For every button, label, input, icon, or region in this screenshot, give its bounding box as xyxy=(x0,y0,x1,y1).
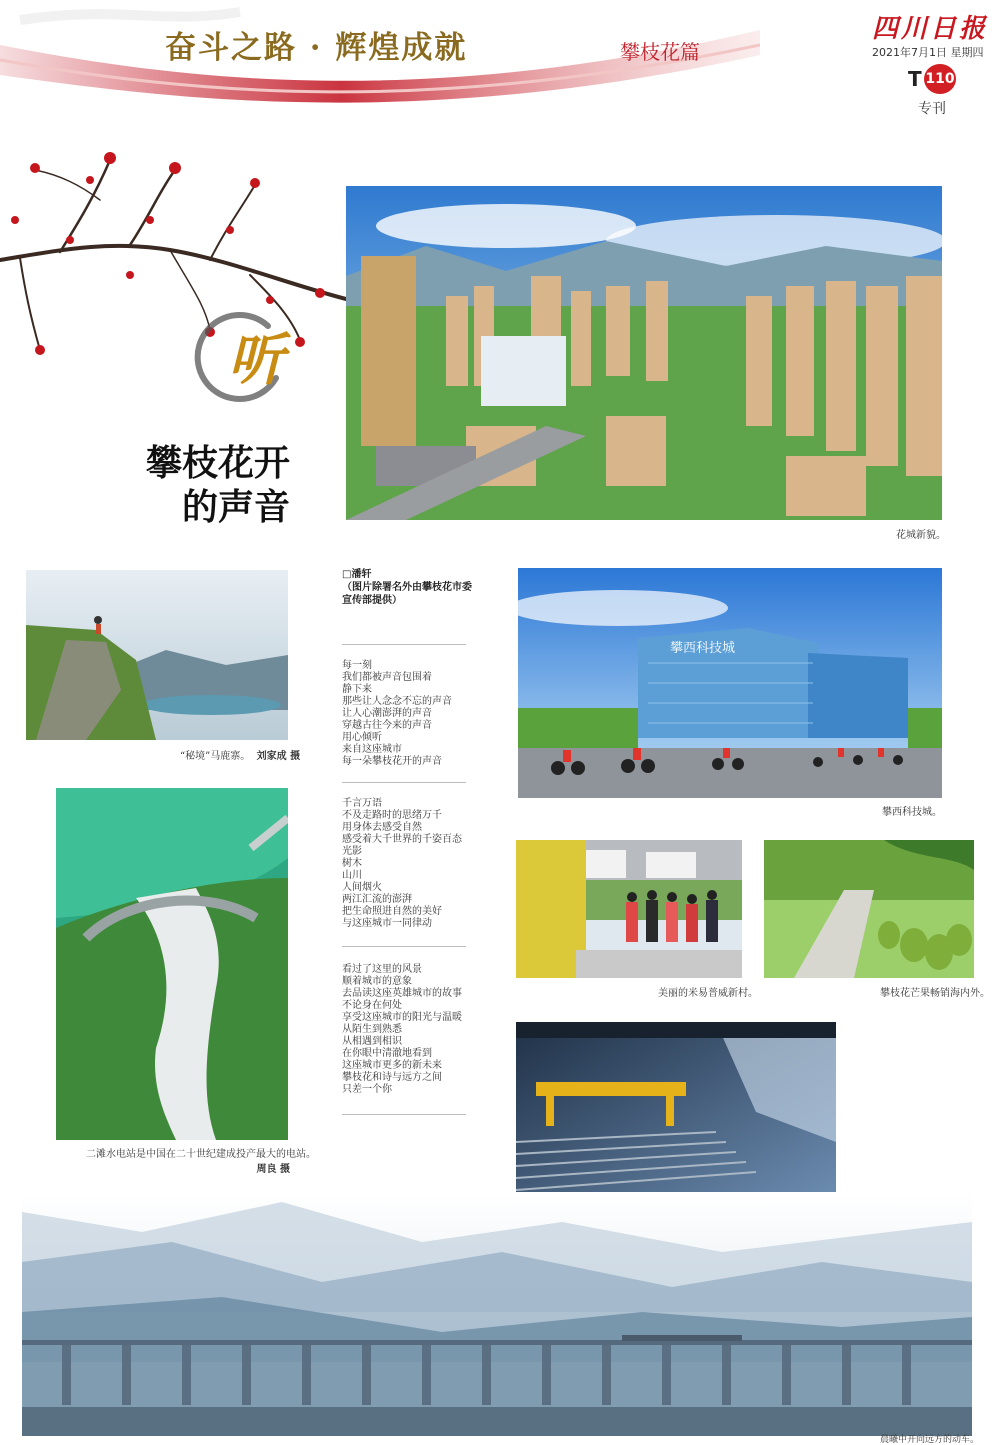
poem-line: 顺着城市的意象 xyxy=(342,976,412,987)
village-photo xyxy=(516,840,742,978)
author-name: □潘轩 xyxy=(342,569,372,580)
steel-line-photo xyxy=(516,1022,836,1208)
poem-line: 每一刻 xyxy=(342,660,372,671)
city-skyline-photo xyxy=(346,186,942,520)
poem-line: 把生命照进自然的美好 xyxy=(342,906,442,917)
poem-line: 不论身在何处 xyxy=(342,1000,402,1011)
poem-line: 不及走路时的思绪万千 xyxy=(342,810,442,821)
poem-line: 用心倾听 xyxy=(342,732,382,743)
poem-line: 让人心潮澎湃的声音 xyxy=(342,708,432,719)
poem-line: 树木 xyxy=(342,858,362,869)
tech-city-sign: 攀西科技城 xyxy=(670,641,736,656)
poem-line: 从陌生到熟悉 xyxy=(342,1024,402,1035)
divider-1 xyxy=(342,644,466,645)
poem-line: 两江汇流的澎湃 xyxy=(342,894,412,905)
poem-stanza-1 xyxy=(342,660,482,768)
poem-line: 从相遇到相识 xyxy=(342,1036,402,1047)
kapok-branch-illustration xyxy=(0,100,360,370)
bridge-train-photo xyxy=(22,1192,972,1436)
series-title: 奋斗之路 · 辉煌成就 xyxy=(165,30,468,66)
mango-photo xyxy=(764,840,974,978)
poem-line: 穿越古往今来的声音 xyxy=(342,720,432,731)
dam-caption-text: 二滩水电站是中国在二十世纪建成投产最大的电站。 xyxy=(86,1149,316,1160)
poem-line: 只差一个你 xyxy=(342,1084,392,1095)
poem-line: 千言万语 xyxy=(342,798,382,809)
poem-stanza-3 xyxy=(342,964,482,1096)
mountain-photo xyxy=(26,570,288,740)
section-tag: 攀枝花篇 xyxy=(620,40,700,64)
poem-line: 看过了这里的风景 xyxy=(342,964,422,975)
mango-photo-caption: 攀枝花芒果畅销海内外。 xyxy=(880,988,990,999)
poem-line: 去品读这座英雄城市的故事 xyxy=(342,988,462,999)
bridge-photo-caption: 晨曦中开向远方的动车。 xyxy=(880,1435,980,1445)
poem-line: 人间烟火 xyxy=(342,882,382,893)
poem-line: 在你眼中清澈地看到 xyxy=(342,1048,432,1059)
poem-line: 与这座城市一同律动 xyxy=(342,918,432,929)
headline-line-2: 的声音 xyxy=(181,487,290,528)
dam-caption-credit: 周良 摄 xyxy=(256,1164,290,1175)
dam-photo-caption xyxy=(86,1145,316,1175)
dam-aerial-photo xyxy=(56,788,288,1140)
divider-4 xyxy=(342,1114,466,1115)
poem-line: 感受着大千世界的千姿百态 xyxy=(342,834,462,845)
page-headline xyxy=(110,442,290,530)
poem-line: 光影 xyxy=(342,846,362,857)
poem-line: 用身体去感受自然 xyxy=(342,822,422,833)
city-photo-caption: 花城新貌。 xyxy=(896,530,946,541)
page-number-badge: 110 xyxy=(924,64,956,94)
headline-line-1: 攀枝花开 xyxy=(145,443,290,484)
issue-date: 2021年7月1日 星期四 xyxy=(872,46,984,59)
poem-line: 攀枝花和诗与远方之间 xyxy=(342,1072,442,1083)
newspaper-masthead: 四川日报 xyxy=(872,14,989,44)
ting-character: 听 xyxy=(228,327,284,393)
poem-line: 享受这座城市的阳光与温暖 xyxy=(342,1012,462,1023)
mountain-caption-credit: 刘家成 摄 xyxy=(256,751,301,762)
article-byline xyxy=(342,568,472,607)
poem-line: 山川 xyxy=(342,870,362,881)
section-label: 专刊 xyxy=(918,101,946,117)
poem-stanza-2 xyxy=(342,798,482,930)
poem-line: 每一朵攀枝花开的声音 xyxy=(342,756,442,767)
mountain-photo-caption xyxy=(180,747,300,762)
tech-city-photo xyxy=(518,568,942,798)
poem-line: 来自这座城市 xyxy=(342,744,402,755)
poem-line: 我们都被声音包围着 xyxy=(342,672,432,683)
tech-city-caption: 攀西科技城。 xyxy=(882,807,942,818)
photo-credit-line-2: 宣传部提供） xyxy=(342,595,402,606)
page-prefix: T xyxy=(908,67,922,91)
poem-line: 这座城市更多的新未来 xyxy=(342,1060,442,1071)
poem-line: 那些让人念念不忘的声音 xyxy=(342,696,452,707)
divider-3 xyxy=(342,946,466,947)
photo-credit-line-1: （图片除署名外由攀枝花市委 xyxy=(342,582,472,593)
divider-2 xyxy=(342,782,466,783)
mountain-caption-text: “秘境”马鹿寨。 xyxy=(180,751,251,762)
poem-line: 静下来 xyxy=(342,684,372,695)
village-photo-caption: 美丽的米易普威新村。 xyxy=(658,988,758,999)
